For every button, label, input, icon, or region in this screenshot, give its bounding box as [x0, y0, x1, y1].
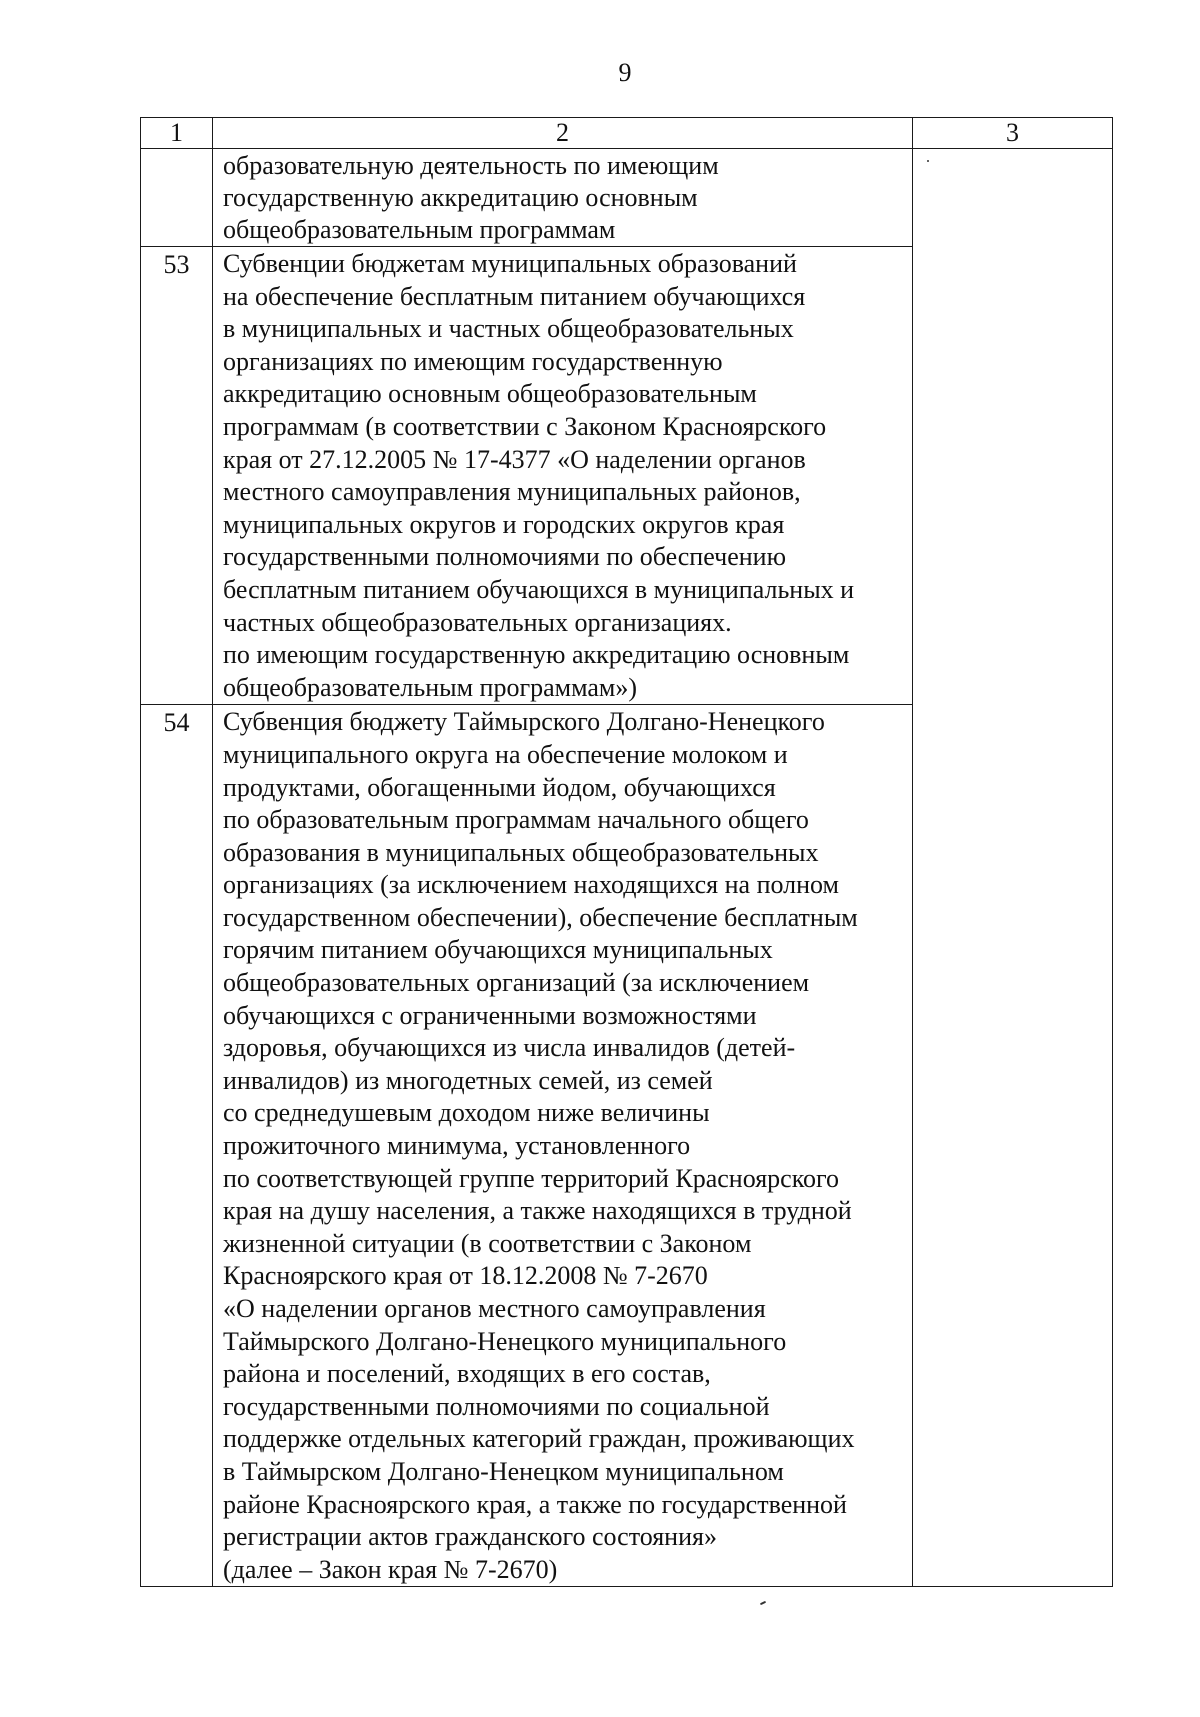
scan-speck: [760, 1601, 766, 1605]
page-number: 9: [618, 58, 632, 87]
row-number: [141, 149, 213, 247]
text-line: инвалидов) из многодетных семей, из семей: [223, 1065, 713, 1095]
text-line: общеобразовательным программам: [223, 215, 616, 244]
row-number: 53: [141, 247, 213, 705]
text-line: по имеющим государственную аккредитацию основным: [223, 640, 850, 670]
text-line: края на душу населения, а также находящихся в трудной: [223, 1196, 852, 1226]
text-line: государственными полномочиями по обеспечению: [223, 542, 786, 572]
text-line: муниципального округа на обеспечение молоком и: [223, 739, 788, 769]
text-line: государственном обеспечении), обеспечение бесплатным: [223, 902, 858, 932]
text-line: образовательную деятельность по имеющим: [223, 151, 719, 180]
text-line: общеобразовательных организаций (за исключением: [223, 968, 810, 998]
text-line: в муниципальных и частных общеобразовательных: [223, 314, 794, 344]
table-header-row: [141, 118, 1113, 149]
text-line: Таймырского Долгано-Ненецкого муниципального: [223, 1326, 787, 1356]
text-line: обучающихся с ограниченными возможностями: [223, 1000, 757, 1030]
row-text: [213, 149, 913, 247]
text-line: регистрации актов гражданского состояния»: [223, 1522, 717, 1552]
row-text: [213, 247, 913, 705]
row-number: 54: [141, 705, 213, 1587]
text-line: бесплатным питанием обучающихся в муниципальных и: [223, 574, 855, 604]
text-line: края от 27.12.2005 № 17-4377 «О наделении органов: [223, 444, 806, 474]
text-line: прожиточного минимума, установленного: [223, 1131, 691, 1161]
text-line: местного самоуправления муниципальных районов,: [223, 477, 801, 507]
text-line: на обеспечение бесплатным питанием обучающихся: [223, 281, 806, 311]
text-line: программам (в соответствии с Законом Красноярского: [223, 411, 827, 441]
text-line: жизненной ситуации (в соответствии с Законом: [223, 1228, 752, 1258]
text-line: (далее – Закон края № 7-2670): [223, 1554, 558, 1584]
text-line: государственными полномочиями по социальной: [223, 1391, 770, 1421]
text-line: «О наделении органов местного самоуправления: [223, 1294, 766, 1323]
text-line: муниципальных округов и городских округов края: [223, 509, 785, 539]
text-line: аккредитацию основным общеобразовательным: [223, 379, 757, 409]
text-line: Субвенции бюджетам муниципальных образований: [223, 249, 797, 278]
text-line: поддержке отдельных категорий граждан, проживающих: [223, 1424, 855, 1454]
text-line: со среднедушевым доходом ниже величины: [223, 1098, 710, 1128]
text-line: по образовательным программам начального общего: [223, 805, 809, 835]
text-line: образования в муниципальных общеобразовательных: [223, 837, 819, 867]
table-row-continuation: [141, 149, 1113, 247]
text-line: здоровья, обучающихся из числа инвалидов (детей-: [223, 1033, 796, 1063]
text-line: в Таймырском Долгано-Ненецком муниципальном: [223, 1456, 784, 1486]
text-line: частных общеобразовательных организациях.: [223, 607, 732, 637]
header-col-1: 1: [141, 118, 213, 149]
header-col-3: 3: [913, 118, 1113, 149]
text-line: горячим питанием обучающихся муниципальных: [223, 935, 773, 965]
row-text: [213, 705, 913, 1587]
text-line: Красноярского края от 18.12.2008 № 7-2670: [223, 1261, 708, 1291]
text-line: организациях (за исключением находящихся на полном: [223, 870, 839, 900]
text-line: государственную аккредитацию основным: [223, 183, 698, 212]
text-line: организациях по имеющим государственную: [223, 346, 723, 376]
column-3-cell: [913, 149, 1113, 1587]
text-line: районе Красноярского края, а также по государственной: [223, 1489, 847, 1519]
text-line: района и поселений, входящих в его состав,: [223, 1359, 711, 1389]
text-line: Субвенция бюджету Таймырского Долгано-Ненецкого: [223, 707, 825, 737]
header-col-2: 2: [213, 118, 913, 149]
budget-table: [140, 117, 1113, 1587]
text-line: по соответствующей группе территорий Красноярского: [223, 1163, 840, 1193]
text-line: продуктами, обогащенными йодом, обучающихся: [223, 772, 776, 802]
scan-speck: [927, 160, 929, 162]
text-line: общеобразовательным программам»): [223, 672, 638, 702]
